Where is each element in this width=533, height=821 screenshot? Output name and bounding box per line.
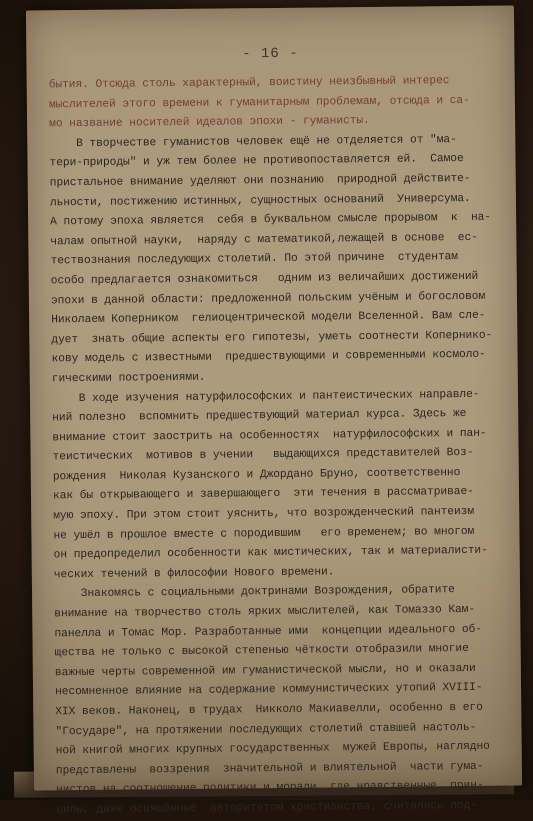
page-number: - 16 - (242, 45, 299, 63)
text-line: как бы открывающего и завершающего эти течения в рассматривае- (52, 486, 474, 503)
text-line: гическими построениями. (51, 371, 206, 386)
text-line: мо название носителей идеалов эпохи - гуманисты. (49, 115, 370, 131)
text-line: В ходе изучения натурфилософских и пантеистических направле- (51, 388, 480, 405)
text-line: чалам опытной науки, наряду с математикой,лежащей в основе ес- (50, 231, 478, 249)
text-line: В творчестве гуманистов человек ещё не отделяется от "ма- (49, 133, 457, 151)
text-line: Знакомясь с социальными доктринами Возрождения, обратите (53, 584, 455, 601)
text-line: эпохи в данной области: предложенной польским учёным и богословом (50, 290, 486, 307)
text-line: ческих течений в философии Нового времени. (53, 566, 335, 582)
document-page (26, 5, 522, 817)
body-text (49, 72, 512, 821)
text-line: пристальное внимание уделяют они познанию природной действите- (49, 172, 471, 190)
text-line: внимание на творчество столь ярких мыслителей, как Томаззо Кам- (54, 603, 476, 621)
text-line: ной книгой многих крупных государственных мужей Европы, наглядно (55, 740, 490, 758)
text-line: ципы, даже освящённые авторитетом христианства, считались под- (56, 799, 478, 817)
text-line: внимание стоит заострить на особенностях натурфилософских и пан- (52, 427, 487, 445)
text-line: тествознания последующих столетий. По этой причине студентам (50, 251, 459, 268)
text-line: щества не только с высокой степенью чёткости отобразили многие (54, 643, 469, 660)
text-line: Николаем Коперником гелиоцентрической модели Вселенной. Вам сле- (51, 309, 486, 327)
text-line: важные черты современной им гуманистической мысли, но и оказали (54, 662, 476, 680)
text-line: теистических мотивов в учении выдающихся представителей Воз- (52, 447, 474, 464)
text-line: кову модель с известными предшествующими и современными космоло- (51, 349, 486, 366)
text-line: нистов на соотношение политики и морали, где нравственные прин- (56, 780, 484, 797)
text-line: XIX веков. Наконец, в трудах Никколо Макиавелли, особенно в его (55, 701, 483, 719)
text-line: панелла и Томас Мор. Разработанные ими концепции идеального об- (54, 623, 482, 640)
text-line: представлены воззрения значительной и влиятельной части гума- (55, 760, 484, 778)
text-line: несомненное влияние на содержание коммунистических утопий XVIII- (55, 682, 483, 699)
text-line: он предопределил особенности как мистических, так и материалисти- (53, 545, 488, 562)
text-line: тери-природы" и уж тем более не противопоставляется ей. Самое (49, 153, 464, 170)
text-line: бытия. Отсюда столь характерный, воистину неизбывный интерес (48, 75, 450, 92)
text-line: А потому эпоха является себя в буквальном смысле прорывом к на- (50, 211, 492, 229)
text-line: льности, постижению истинных, сущностных оснований Универсума. (49, 192, 471, 209)
text-line: мую эпоху. При этом стоит уяснить, что возрожденческий пантеизм (53, 505, 475, 523)
text-line: мыслителей этого времени к гуманитарным проблемам, отсюда и са- (48, 94, 470, 111)
text-line: ний полезно вспомнить предшествующий материал курса. Здесь же (52, 408, 467, 425)
text-line: "Государе", на протяжении последующих столетий ставшей настоль- (55, 721, 477, 738)
text-line: не ушёл в прошлое вместе с породившим его временем; во многом (53, 525, 475, 542)
text-line: особо предлагается ознакомиться одним из величайших достижений (50, 270, 479, 288)
text-line: дует знать общие аспекты его гипотезы, уметь соотнести Копернико- (51, 329, 493, 347)
text-line: рождения Николая Кузанского и Джордано Бруно, соответственно (52, 466, 461, 484)
